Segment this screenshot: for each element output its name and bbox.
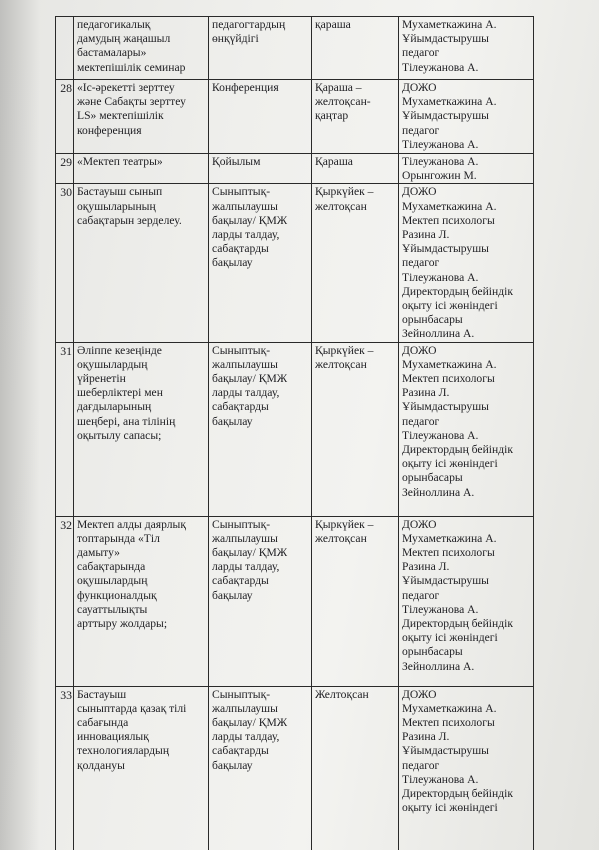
responsible-line: орынбасары bbox=[402, 471, 463, 485]
form-line: бақылау bbox=[212, 758, 253, 772]
responsible-line: Директордың бейіндік bbox=[402, 617, 513, 631]
date-line: Қараша bbox=[315, 155, 353, 168]
responsible-line: Мектеп психологы bbox=[402, 716, 495, 730]
form-line: бақылау/ ҚМЖ bbox=[212, 546, 288, 560]
responsible-line: Разина Л. bbox=[402, 386, 450, 400]
event-cell bbox=[74, 184, 209, 342]
responsible-cell bbox=[399, 516, 534, 686]
event-line: сабағында bbox=[77, 716, 129, 730]
event-line: сыныптарда қазақ тілі bbox=[77, 701, 187, 715]
responsible-line: Тілеужанова А. bbox=[402, 270, 479, 284]
form-cell bbox=[209, 154, 312, 184]
form-line: бақылау bbox=[212, 414, 253, 428]
event-line: функционалдық bbox=[77, 588, 157, 602]
responsible-line: Ұйымдастырушы bbox=[402, 744, 489, 758]
event-line: шеберліктері мен bbox=[77, 386, 163, 400]
form-line: Сыныптық- bbox=[212, 517, 271, 531]
date-line: Қыркүйек – bbox=[315, 343, 374, 357]
responsible-line: Мухаметкажина А. bbox=[402, 199, 497, 213]
event-line: шеңбері, ана тілінің bbox=[77, 414, 176, 428]
responsible-line: орынбасары bbox=[402, 645, 463, 659]
event-line: оқушылардың bbox=[77, 574, 148, 588]
event-line: топтарында «Тіл bbox=[77, 531, 160, 545]
responsible-line: Разина Л. bbox=[402, 560, 450, 574]
event-line: технологиялардың bbox=[77, 744, 170, 758]
table-row bbox=[56, 154, 534, 184]
row-number: 32 bbox=[56, 516, 74, 686]
form-line: сабақтарды bbox=[212, 242, 269, 256]
responsible-line: педагог bbox=[402, 123, 440, 137]
form-line: бақылау/ ҚМЖ bbox=[212, 372, 288, 386]
row-number bbox=[56, 17, 74, 80]
form-line: жалпылаушы bbox=[212, 701, 278, 715]
responsible-line: ДОЖО bbox=[402, 343, 437, 357]
event-line: дамыту» bbox=[77, 546, 120, 560]
form-line: ларды талдау, bbox=[212, 560, 280, 574]
event-cell bbox=[74, 80, 209, 154]
event-line: «Мектеп театры» bbox=[77, 155, 163, 168]
responsible-line: оқыту ісі жөніндегі bbox=[402, 631, 498, 645]
row-number: 29 bbox=[56, 154, 74, 184]
event-line: Бастауыш bbox=[77, 687, 127, 701]
form-line: Сыныптық- bbox=[212, 343, 271, 357]
responsible-line: Мухаметкажина А. bbox=[402, 18, 497, 31]
responsible-line: Директордың бейіндік bbox=[402, 284, 513, 298]
responsible-cell bbox=[399, 80, 534, 154]
row-number: 33 bbox=[56, 686, 74, 850]
event-cell bbox=[74, 516, 209, 686]
event-line: оқушылардың bbox=[77, 357, 148, 371]
responsible-line: педагог bbox=[402, 588, 440, 602]
date-cell bbox=[312, 516, 399, 686]
date-line: желтоқсан bbox=[315, 357, 367, 371]
table-row bbox=[56, 17, 534, 80]
responsible-line: оқыту ісі жөніндегі bbox=[402, 801, 498, 815]
event-line: оқушыларының bbox=[77, 199, 156, 213]
event-line: Мектеп алды даярлық bbox=[77, 517, 186, 531]
responsible-line: оқыту ісі жөніндегі bbox=[402, 299, 498, 313]
date-line: Қыркүйек – bbox=[315, 185, 374, 199]
responsible-line: Ұйымдастырушы bbox=[402, 32, 489, 46]
event-cell bbox=[74, 17, 209, 80]
date-cell bbox=[312, 154, 399, 184]
row-number: 31 bbox=[56, 342, 74, 516]
form-line: бақылау bbox=[212, 256, 253, 270]
form-cell bbox=[209, 686, 312, 850]
responsible-line: Мухаметкажина А. bbox=[402, 95, 497, 109]
responsible-line: Тілеужанова А. bbox=[402, 137, 479, 151]
responsible-line: Ұйымдастырушы bbox=[402, 400, 489, 414]
date-line: қараша bbox=[315, 18, 351, 31]
responsible-line: Мухаметкажина А. bbox=[402, 357, 497, 371]
responsible-line: Разина Л. bbox=[402, 730, 450, 744]
responsible-line: Мухаметкажина А. bbox=[402, 701, 497, 715]
responsible-cell bbox=[399, 184, 534, 342]
event-line: үйренетін bbox=[77, 372, 126, 386]
responsible-line: Мектеп психологы bbox=[402, 546, 495, 560]
date-line: желтоқсан- bbox=[315, 95, 371, 109]
form-line: жалпылаушы bbox=[212, 357, 278, 371]
responsible-line: Мектеп психологы bbox=[402, 372, 495, 386]
responsible-line: оқыту ісі жөніндегі bbox=[402, 457, 498, 471]
form-line: Сыныптық- bbox=[212, 185, 271, 199]
date-line: қаңтар bbox=[315, 109, 349, 123]
form-line: сабақтарды bbox=[212, 574, 269, 588]
form-line: жалпылаушы bbox=[212, 531, 278, 545]
responsible-line: педагог bbox=[402, 256, 440, 270]
plan-table bbox=[55, 16, 534, 850]
form-line: ларды талдау, bbox=[212, 730, 280, 744]
date-cell bbox=[312, 17, 399, 80]
form-line: өнқүйдігі bbox=[212, 32, 259, 46]
responsible-line: Директордың бейіндік bbox=[402, 787, 513, 801]
event-line: сабақтарында bbox=[77, 560, 146, 574]
plan-table-body bbox=[56, 17, 534, 850]
event-line: оқытылу сапасы; bbox=[77, 428, 162, 442]
responsible-line: Ұйымдастырушы bbox=[402, 574, 489, 588]
table-row bbox=[56, 184, 534, 342]
responsible-line: Мухаметкажина А. bbox=[402, 531, 497, 545]
event-line: LS» мектепішілік bbox=[77, 109, 164, 123]
responsible-line: ДОЖО bbox=[402, 185, 437, 199]
date-cell bbox=[312, 80, 399, 154]
responsible-line: Разина Л. bbox=[402, 228, 450, 242]
date-line: желтоқсан bbox=[315, 199, 367, 213]
event-line: дамудың жаңашыл bbox=[77, 32, 171, 46]
table-row bbox=[56, 80, 534, 154]
page-shadow bbox=[0, 0, 40, 850]
form-line: жалпылаушы bbox=[212, 199, 278, 213]
date-cell bbox=[312, 184, 399, 342]
form-line: ларды талдау, bbox=[212, 386, 280, 400]
event-line: дағдыларының bbox=[77, 400, 152, 414]
row-number: 28 bbox=[56, 80, 74, 154]
form-line: бақылау/ ҚМЖ bbox=[212, 213, 288, 227]
table-row bbox=[56, 686, 534, 850]
responsible-line: Ұйымдастырушы bbox=[402, 109, 489, 123]
responsible-line: Директордың бейіндік bbox=[402, 443, 513, 457]
responsible-line: Тілеужанова А. bbox=[402, 155, 479, 168]
responsible-cell bbox=[399, 17, 534, 80]
event-line: бастамалары» bbox=[77, 46, 147, 60]
event-line: сабақтарын зерделеу. bbox=[77, 213, 182, 227]
responsible-line: Мектеп психологы bbox=[402, 213, 495, 227]
responsible-line: Зейноллина А. bbox=[402, 327, 475, 341]
form-line: сабақтарды bbox=[212, 400, 269, 414]
responsible-cell bbox=[399, 154, 534, 184]
form-line: Конференция bbox=[212, 81, 279, 94]
date-cell bbox=[312, 342, 399, 516]
responsible-line: педагог bbox=[402, 414, 440, 428]
responsible-line: педагог bbox=[402, 758, 440, 772]
event-line: инновациялық bbox=[77, 730, 149, 744]
form-line: бақылау bbox=[212, 588, 253, 602]
event-line: қолдануы bbox=[77, 758, 125, 772]
event-line: және Сабақты зерттеу bbox=[77, 95, 186, 109]
responsible-line: ДОЖО bbox=[402, 517, 437, 531]
row-number: 30 bbox=[56, 184, 74, 342]
date-line: Қыркүйек – bbox=[315, 517, 374, 531]
date-line: Қараша – bbox=[315, 81, 362, 94]
form-line: Сыныптық- bbox=[212, 687, 271, 701]
form-line: педагогтардың bbox=[212, 18, 286, 31]
responsible-line: Тілеужанова А. bbox=[402, 602, 479, 616]
form-line: ларды талдау, bbox=[212, 228, 280, 242]
responsible-line: Орынгожин М. bbox=[402, 169, 477, 183]
event-cell bbox=[74, 342, 209, 516]
responsible-line: педагог bbox=[402, 46, 440, 60]
event-line: арттыру жолдары; bbox=[77, 617, 168, 631]
event-line: Бастауыш сынып bbox=[77, 185, 163, 199]
event-line: мектепішілік семинар bbox=[77, 60, 186, 74]
responsible-line: ДОЖО bbox=[402, 687, 437, 701]
responsible-line: ДОЖО bbox=[402, 81, 437, 94]
event-cell bbox=[74, 686, 209, 850]
date-line: Желтоқсан bbox=[315, 687, 369, 701]
responsible-line: Тілеужанова А. bbox=[402, 772, 479, 786]
form-cell bbox=[209, 342, 312, 516]
event-line: сауаттылықты bbox=[77, 602, 148, 616]
responsible-line: орынбасары bbox=[402, 313, 463, 327]
responsible-cell bbox=[399, 686, 534, 850]
form-line: Қойылым bbox=[212, 155, 261, 168]
event-line: Әліппе кезеңінде bbox=[77, 343, 162, 357]
form-line: бақылау/ ҚМЖ bbox=[212, 716, 288, 730]
responsible-line: Зейноллина А. bbox=[402, 659, 475, 673]
responsible-line: Ұйымдастырушы bbox=[402, 242, 489, 256]
form-cell bbox=[209, 17, 312, 80]
form-cell bbox=[209, 184, 312, 342]
event-line: педагогикалық bbox=[77, 18, 151, 31]
event-line: «Іс-әрекетті зерттеу bbox=[77, 81, 175, 94]
date-cell bbox=[312, 686, 399, 850]
event-line: конференция bbox=[77, 123, 142, 137]
responsible-line: Тілеужанова А. bbox=[402, 60, 479, 74]
responsible-line: Зейноллина А. bbox=[402, 485, 475, 499]
responsible-line: Тілеужанова А. bbox=[402, 428, 479, 442]
form-cell bbox=[209, 516, 312, 686]
responsible-cell bbox=[399, 342, 534, 516]
table-row bbox=[56, 516, 534, 686]
form-cell bbox=[209, 80, 312, 154]
date-line: желтоқсан bbox=[315, 531, 367, 545]
form-line: сабақтарды bbox=[212, 744, 269, 758]
table-row bbox=[56, 342, 534, 516]
event-cell bbox=[74, 154, 209, 184]
